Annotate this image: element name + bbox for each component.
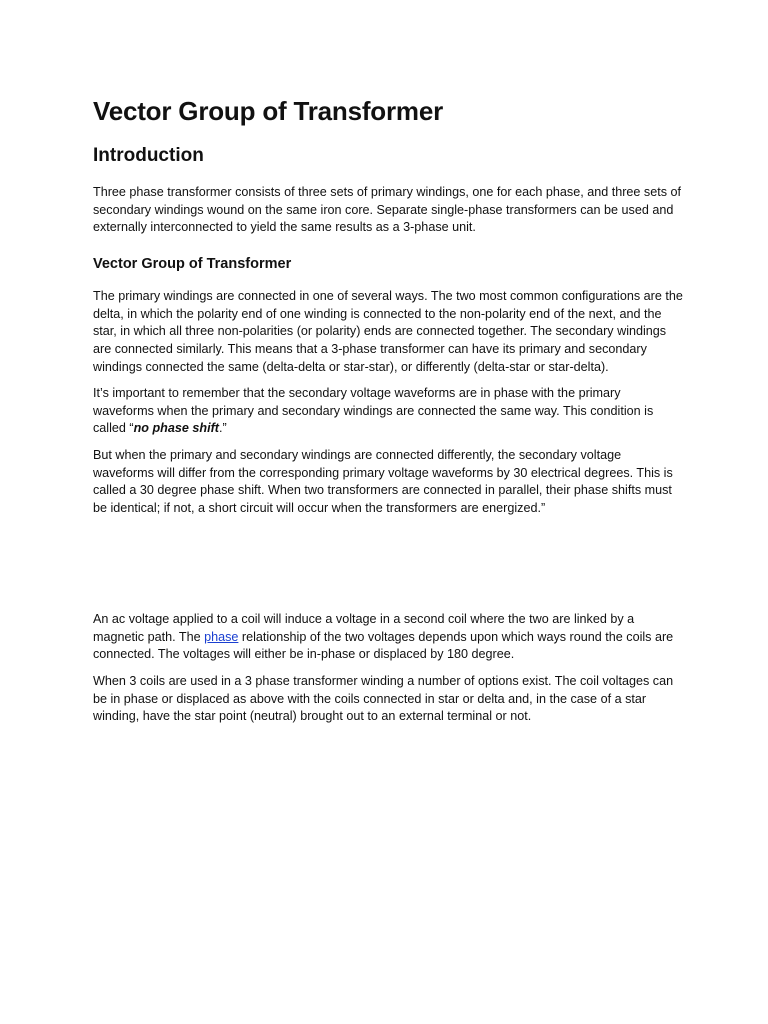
section-heading: Vector Group of Transformer [93, 255, 292, 272]
phase-link[interactable]: phase [204, 629, 239, 644]
paragraph-4-start: An ac voltage applied to a coil will induce a voltage in a second coil where the two are linked by a magnetic path. The [93, 612, 635, 644]
paragraph-4-end: relationship of the two voltages depends upon which ways round the coils are connected. The voltages will either be in-phase or displaced by 180 degree. [93, 629, 674, 662]
document-title: Vector Group of Transformer [93, 96, 444, 126]
paragraph-2-start: It’s important to remember that the secondary voltage waveforms are in phase with the primary waveforms when the primary and secondary windings are connected the same way. This condition is called “ [93, 386, 654, 436]
paragraph-three-coils: When 3 coils are used in a 3 phase transformer winding a number of options exist. The coil voltages can be in phase or displaced as above with the coils connected in star or delta and, in the case of a star winding, have the star point (neutral) brought out to an external terminal or not. [93, 674, 674, 724]
paragraph-2-end: .” [218, 421, 227, 436]
paragraph-no-phase-shift [93, 385, 683, 438]
document-page [93, 96, 683, 735]
intro-paragraph: Three phase transformer consists of three sets of primary windings, one for each phase, and three sets of secondary windings wound on the same iron core. Separate single-phase transformers can be used and externally interconnected to yield the same results as a 3-phase unit. [93, 184, 682, 235]
paragraph-connections: The primary windings are connected in one of several ways. The two most common configurations are the delta, in which the polarity end of one winding is connected to the non-polarity end of the next, and the star, in which all three non-polarities (or polarity) ends are connected together. The secondary windings are connected similarly. This means that a 3-phase transformer can have its primary and secondary windings connected the same (delta-delta or star-star), or differently (delta-star or star-delta). [93, 289, 683, 374]
emphasis-no-phase-shift: no phase shift [133, 421, 219, 436]
paragraph-coil-voltage [93, 611, 683, 664]
paragraph-phase-shift: But when the primary and secondary windings are connected differently, the secondary voltage waveforms will differ from the corresponding primary voltage waveforms by 30 electrical degrees. This is called a 30 degree phase shift. When two transformers are connected in parallel, their phase shifts must be identical; if not, a short circuit will occur when the transformers are energized.” [93, 447, 673, 515]
blank-space [93, 517, 683, 611]
intro-heading: Introduction [93, 145, 204, 167]
